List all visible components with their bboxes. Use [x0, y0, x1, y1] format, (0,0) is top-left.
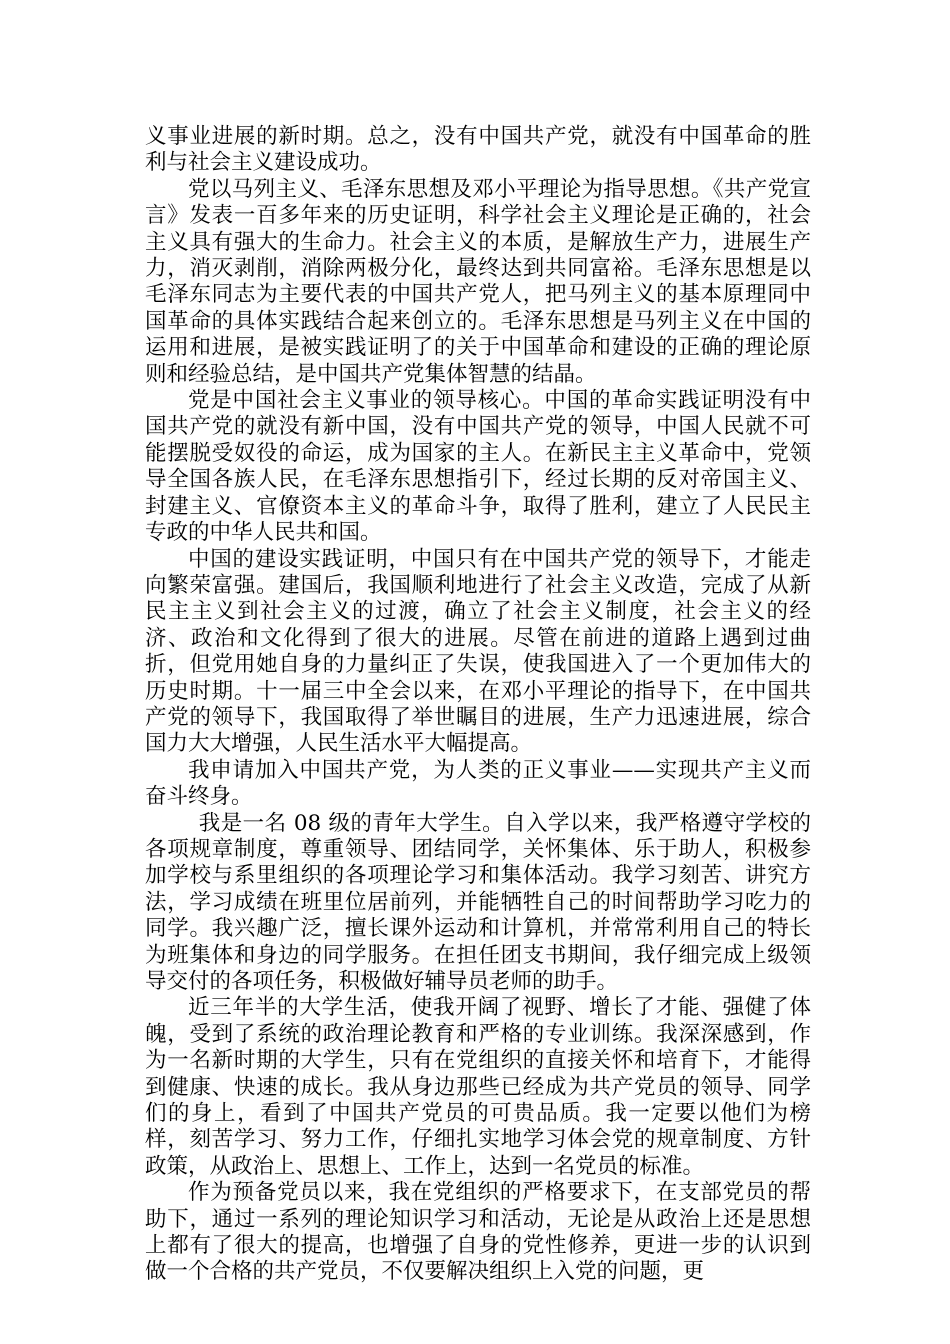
paragraph-4: 中国的建设实践证明，中国只有在中国共产党的领导下，才能走向繁荣富强。建国后，我国顺利地进行了社会主义改造，完成了从新民主主义到社会主义的过渡，确立了社会主义制度，社会主义的经济、政治和文化得到了很大的进展。尽管在前进的道路上遇到过曲折，但党用她自身的力量纠正了失误，使我国进入了一个更加伟大的历史时期。十一届三中全会以来，在邓小平理论的指导下，在中国共产党的领导下，我国取得了举世瞩目的进展，生产力迅速进展，综合国力大大增强，人民生活水平大幅提高。 — [145, 546, 811, 757]
document-body — [145, 124, 811, 1286]
paragraph-8: 作为预备党员以来，我在党组织的严格要求下，在支部党员的帮助下，通过一系列的理论知识学习和活动，无论是从政治上还是思想上都有了很大的提高，也增强了自身的党性修养，更进一步的认识到做一个合格的共产党员，不仅要解决组织上入党的问题，更 — [145, 1180, 811, 1285]
paragraph-5: 我申请加入中国共产党，为人类的正义事业——实现共产主义而奋斗终身。 — [145, 757, 811, 810]
paragraph-1: 义事业进展的新时期。总之，没有中国共产党，就没有中国革命的胜利与社会主义建设成功。 — [145, 124, 811, 176]
paragraph-6: 我是一名 08 级的青年大学生。自入学以来，我严格遵守学校的各项规章制度，尊重领导、团结同学，关怀集体、乐于助人，积极参加学校与系里组织的各项理论学习和集体活动。我学习刻苦、讲究方法，学习成绩在班里位居前列，并能牺牲自己的时间帮助学习吃力的同学。我兴趣广泛，擅长课外运动和计算机，并常常利用自己的特长为班集体和身边的同学服务。在担任团支书期间，我仔细完成上级领导交付的各项任务，积极做好辅导员老师的助手。 — [145, 810, 811, 994]
paragraph-2: 党以马列主义、毛泽东思想及邓小平理论为指导思想。《共产党宣言》发表一百多年来的历史证明，科学社会主义理论是正确的，社会主义具有强大的生命力。社会主义的本质，是解放生产力，进展生产力，消灭剥削，消除两极分化，最终达到共同富裕。毛泽东思想是以毛泽东同志为主要代表的中国共产党人，把马列主义的基本原理同中国革命的具体实践结合起来创立的。毛泽东思想是马列主义在中国的运用和进展，是被实践证明了的关于中国革命和建设的正确的理论原则和经验总结，是中国共产党集体智慧的结晶。 — [145, 176, 811, 387]
paragraph-3: 党是中国社会主义事业的领导核心。中国的革命实践证明没有中国共产党的就没有新中国，没有中国共产党的领导，中国人民就不可能摆脱受奴役的命运，成为国家的主人。在新民主主义革命中，党领导全国各族人民，在毛泽东思想指引下，经过长期的反对帝国主义、封建主义、官僚资本主义的革命斗争，取得了胜利，建立了人民民主专政的中华人民共和国。 — [145, 388, 811, 546]
paragraph-7: 近三年半的大学生活，使我开阔了视野、增长了才能、强健了体魄，受到了系统的政治理论教育和严格的专业训练。我深深感到，作为一名新时期的大学生，只有在党组织的直接关怀和培育下，才能得到健康、快速的成长。我从身边那些已经成为共产党员的领导、同学们的身上，看到了中国共产党员的可贵品质。我一定要以他们为榜样，刻苦学习、努力工作，仔细扎实地学习体会党的规章制度、方针政策，从政治上、思想上、工作上，达到一名党员的标准。 — [145, 995, 811, 1179]
